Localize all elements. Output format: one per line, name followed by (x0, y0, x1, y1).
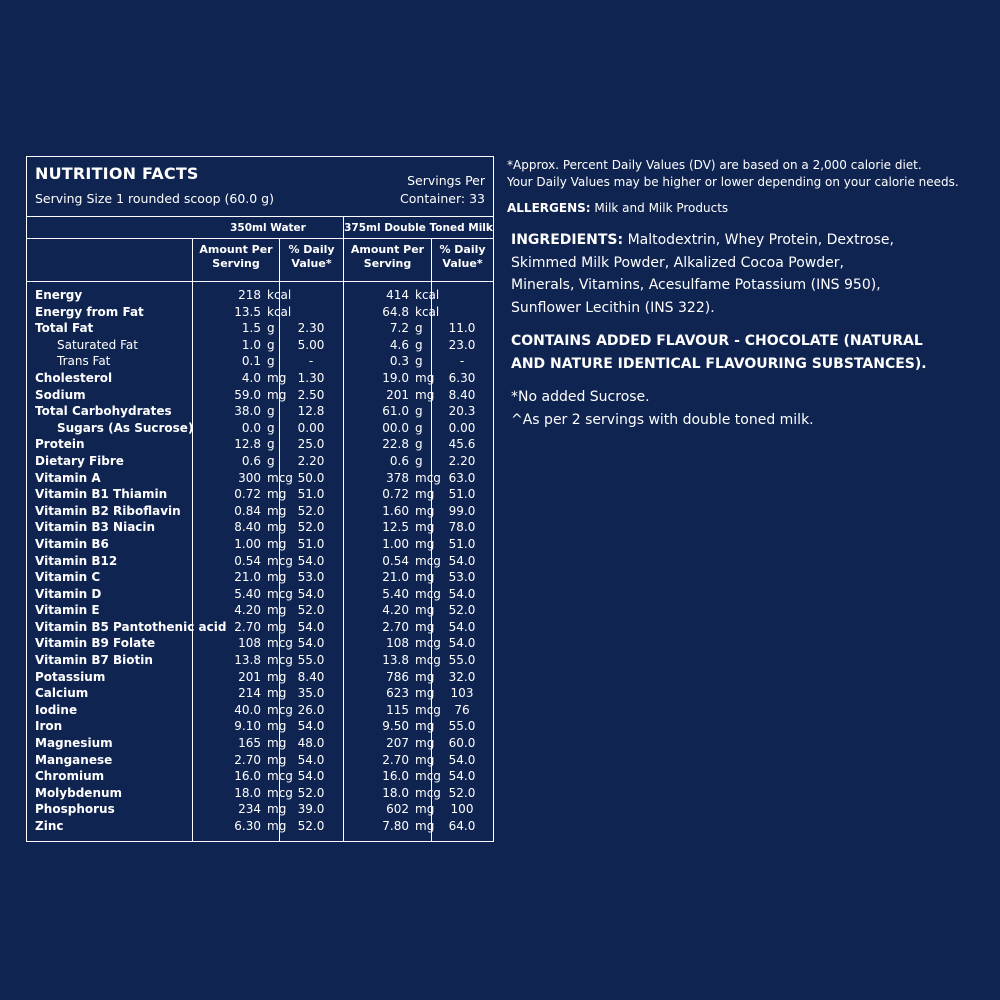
milk-unit: mcg (415, 653, 441, 668)
panel-title: NUTRITION FACTS (35, 164, 199, 183)
group-header-water: 350ml Water (230, 222, 306, 234)
water-amount: 0.54 (234, 553, 261, 568)
nutrient-name: Chromium (35, 769, 105, 784)
table-row (27, 436, 493, 453)
water-unit: mg (267, 370, 287, 385)
milk-amount: 5.40 (382, 586, 409, 601)
nutrient-name: Molybdenum (35, 785, 123, 800)
water-unit: kcal (267, 304, 292, 319)
water-daily-value: 39.0 (297, 802, 325, 817)
nutrient-name: Vitamin B7 Biotin (35, 653, 153, 668)
water-daily-value: 52.0 (297, 819, 325, 833)
water-daily-value: 2.50 (297, 387, 325, 402)
water-daily-value: 52.0 (297, 503, 325, 518)
table-row (27, 304, 493, 321)
nutrient-name: Calcium (35, 686, 89, 701)
milk-daily-value: 23.0 (448, 337, 476, 352)
water-unit: mcg (267, 553, 293, 568)
nutrient-name: Sodium (35, 387, 86, 402)
milk-amount: 21.0 (382, 570, 409, 585)
milk-unit: mg (415, 819, 435, 833)
milk-amount: 12.5 (382, 520, 409, 535)
water-amount: 4.0 (241, 370, 261, 385)
water-daily-value: 52.0 (297, 603, 325, 618)
milk-amount: 19.0 (382, 370, 409, 385)
divider-top (27, 216, 493, 217)
milk-unit: mg (415, 669, 435, 684)
group-header-milk: 375ml Double Toned Milk (344, 222, 493, 234)
milk-unit: kcal (415, 304, 440, 319)
nutrient-name: Vitamin D (35, 586, 102, 601)
milk-daily-value: 53.0 (448, 570, 476, 585)
water-amount: 16.0 (234, 769, 261, 784)
milk-daily-value: 2.20 (448, 453, 476, 468)
water-unit: mg (267, 719, 287, 734)
milk-unit: mcg (415, 769, 441, 784)
servings-per-line2: Container: 33 (400, 191, 485, 206)
water-amount: 1.00 (234, 536, 261, 551)
milk-amount: 22.8 (382, 437, 409, 452)
milk-unit: mg (415, 370, 435, 385)
water-unit: mg (267, 686, 287, 701)
table-row (27, 818, 493, 835)
nutrient-name: Potassium (35, 669, 106, 684)
table-row (27, 619, 493, 636)
nutrient-name: Trans Fat (57, 354, 111, 369)
allergens-text: Milk and Milk Products (594, 201, 729, 215)
servings-per-line1: Servings Per (407, 173, 485, 188)
nutrient-name: Vitamin B3 Niacin (35, 520, 156, 535)
water-amount: 234 (238, 802, 261, 817)
table-row (27, 685, 493, 702)
water-unit: mg (267, 802, 287, 817)
milk-daily-value: 51.0 (448, 536, 476, 551)
milk-amount: 1.00 (382, 536, 409, 551)
table-row (27, 586, 493, 603)
nutrient-name: Vitamin B2 Riboflavin (35, 503, 181, 518)
milk-daily-value: 52.0 (448, 603, 476, 618)
nutrient-name: Sugars (As Sucrose) (57, 420, 194, 435)
water-daily-value: 0.00 (297, 420, 325, 435)
nutrient-name: Vitamin B12 (35, 553, 118, 568)
milk-unit: mg (415, 603, 435, 618)
table-row (27, 486, 493, 503)
milk-amount: 13.8 (382, 653, 409, 668)
milk-amount: 108 (386, 636, 409, 651)
milk-daily-value: 54.0 (448, 553, 476, 568)
milk-daily-value: - (459, 354, 465, 369)
nutrient-name: Energy from Fat (35, 304, 144, 319)
milk-unit: mcg (415, 785, 441, 800)
table-row (27, 768, 493, 785)
sucrose-note: *No added Sucrose. (511, 389, 650, 405)
water-unit: g (267, 354, 275, 369)
water-unit: mg (267, 752, 287, 767)
ingredients-label: INGREDIENTS: (511, 232, 624, 248)
table-row (27, 602, 493, 619)
milk-unit: mg (415, 719, 435, 734)
milk-amount: 2.70 (382, 752, 409, 767)
water-unit: mg (267, 819, 287, 833)
nutrient-name: Cholesterol (35, 370, 113, 385)
water-amount: 0.1 (241, 354, 261, 369)
milk-daily-value: 45.6 (448, 437, 476, 452)
water-daily-value: 55.0 (297, 653, 325, 668)
water-amount: 38.0 (234, 404, 261, 419)
milk-unit: g (415, 321, 423, 336)
water-unit: g (267, 437, 275, 452)
milk-daily-value: 54.0 (448, 619, 476, 634)
water-unit: mcg (267, 470, 293, 485)
table-row (27, 569, 493, 586)
milk-daily-value: 20.3 (448, 404, 476, 419)
milk-unit: g (415, 337, 423, 352)
water-unit: g (267, 404, 275, 419)
table-row (27, 519, 493, 536)
info-column (507, 157, 987, 431)
nutrient-name: Vitamin B9 Folate (35, 636, 156, 651)
water-unit: g (267, 453, 275, 468)
table-row (27, 702, 493, 719)
water-daily-value: 12.8 (297, 404, 325, 419)
table-row (27, 353, 493, 370)
water-amount: 1.0 (241, 337, 261, 352)
water-unit: mg (267, 520, 287, 535)
milk-unit: mg (415, 686, 435, 701)
divider-group-head (27, 238, 493, 239)
water-daily-value: 50.0 (297, 470, 325, 485)
table-row (27, 403, 493, 420)
serving-size: Serving Size 1 rounded scoop (60.0 g) (35, 191, 274, 206)
table-row (27, 553, 493, 570)
nutrient-name: Vitamin B1 Thiamin (35, 487, 168, 502)
milk-amount: 4.20 (382, 603, 409, 618)
water-unit: mg (267, 619, 287, 634)
nutrient-name: Iron (35, 719, 63, 734)
nutrient-name: Total Carbohydrates (35, 404, 172, 419)
water-unit: g (267, 420, 275, 435)
milk-daily-value: 60.0 (448, 736, 476, 751)
col-header-water-amount: Amount Per Serving (199, 243, 273, 270)
nutrient-name: Vitamin C (35, 570, 101, 585)
water-amount: 0.84 (234, 503, 261, 518)
table-row (27, 503, 493, 520)
milk-amount: 623 (386, 686, 409, 701)
water-amount: 13.8 (234, 653, 261, 668)
water-daily-value: - (308, 354, 314, 369)
water-daily-value: 35.0 (297, 686, 325, 701)
milk-amount: 0.6 (389, 453, 409, 468)
water-amount: 0.72 (234, 487, 261, 502)
water-daily-value: 25.0 (297, 437, 325, 452)
water-amount: 0.6 (241, 453, 261, 468)
milk-amount: 0.72 (382, 487, 409, 502)
milk-daily-value: 54.0 (448, 752, 476, 767)
allergens-label: ALLERGENS: (507, 201, 591, 215)
water-unit: mg (267, 603, 287, 618)
milk-unit: mcg (415, 586, 441, 601)
milk-daily-value: 0.00 (448, 420, 476, 435)
milk-unit: mg (415, 487, 435, 502)
table-row (27, 370, 493, 387)
milk-unit: g (415, 437, 423, 452)
water-daily-value: 54.0 (297, 636, 325, 651)
water-unit: mcg (267, 769, 293, 784)
milk-daily-value: 100 (450, 802, 474, 817)
table-row (27, 718, 493, 735)
water-daily-value: 2.20 (297, 453, 325, 468)
water-unit: mcg (267, 702, 293, 717)
milk-unit: kcal (415, 288, 440, 302)
water-amount: 40.0 (234, 702, 261, 717)
milk-daily-value: 51.0 (448, 487, 476, 502)
milk-amount: 201 (386, 387, 409, 402)
milk-daily-value: 103 (450, 686, 474, 701)
table-row (27, 536, 493, 553)
nutrient-name: Vitamin B6 (35, 536, 109, 551)
milk-daily-value: 63.0 (448, 470, 476, 485)
water-amount: 165 (238, 736, 261, 751)
milk-amount: 207 (386, 736, 409, 751)
milk-amount: 414 (386, 288, 409, 302)
water-daily-value: 26.0 (297, 702, 325, 717)
milk-unit: mg (415, 520, 435, 535)
water-daily-value: 52.0 (297, 520, 325, 535)
allergens (507, 201, 987, 215)
nutrient-name: Energy (35, 288, 83, 302)
milk-amount: 4.6 (389, 337, 409, 352)
table-row (27, 735, 493, 752)
table-row (27, 453, 493, 470)
table-row (27, 420, 493, 437)
nutrient-name: Protein (35, 437, 85, 452)
milk-unit: mg (415, 736, 435, 751)
milk-daily-value: 32.0 (448, 669, 476, 684)
water-unit: mg (267, 387, 287, 402)
water-amount: 59.0 (234, 387, 261, 402)
water-daily-value: 2.30 (297, 321, 325, 336)
milk-unit: g (415, 420, 423, 435)
milk-amount: 378 (386, 470, 409, 485)
water-unit: mg (267, 570, 287, 585)
nutrient-name: Zinc (35, 819, 64, 833)
water-amount: 12.8 (234, 437, 261, 452)
water-amount: 13.5 (234, 304, 261, 319)
water-amount: 300 (238, 470, 261, 485)
table-row (27, 785, 493, 802)
water-amount: 8.40 (234, 520, 261, 535)
milk-unit: g (415, 404, 423, 419)
water-unit: g (267, 337, 275, 352)
milk-note: ^As per 2 servings with double toned milk. (511, 411, 814, 428)
water-unit: mcg (267, 653, 293, 668)
table-row (27, 337, 493, 354)
nutrient-name: Saturated Fat (57, 337, 138, 352)
milk-amount: 602 (386, 802, 409, 817)
water-daily-value: 5.00 (297, 337, 325, 352)
milk-daily-value: 76 (454, 702, 470, 717)
water-unit: mg (267, 736, 287, 751)
water-amount: 21.0 (234, 570, 261, 585)
water-amount: 1.5 (241, 321, 261, 336)
milk-amount: 7.2 (389, 321, 409, 336)
water-amount: 6.30 (234, 819, 261, 833)
water-daily-value: 54.0 (297, 619, 325, 634)
table-row (27, 287, 493, 304)
water-amount: 4.20 (234, 603, 261, 618)
milk-daily-value: 54.0 (448, 769, 476, 784)
servings-per-container (400, 172, 485, 208)
water-amount: 2.70 (234, 619, 261, 634)
milk-amount: 9.50 (382, 719, 409, 734)
water-amount: 18.0 (234, 785, 261, 800)
water-amount: 5.40 (234, 586, 261, 601)
milk-unit: mcg (415, 470, 441, 485)
water-unit: kcal (267, 288, 292, 302)
water-amount: 2.70 (234, 752, 261, 767)
col-header-milk-dv: % Daily Value* (439, 243, 486, 270)
milk-daily-value: 11.0 (448, 321, 476, 336)
milk-unit: mcg (415, 702, 441, 717)
nutrient-name: Dietary Fibre (35, 453, 124, 468)
water-daily-value: 53.0 (297, 570, 325, 585)
daily-value-note: *Approx. Percent Daily Values (DV) are based on a 2,000 calorie diet. Your Daily Values may be higher or lower depending on your calorie needs. (507, 158, 959, 189)
water-daily-value: 1.30 (297, 370, 325, 385)
water-daily-value: 52.0 (297, 785, 325, 800)
table-row (27, 801, 493, 818)
water-unit: mcg (267, 785, 293, 800)
col-header-water-dv: % Daily Value* (288, 243, 335, 270)
nutrient-name: Vitamin E (35, 603, 100, 618)
nutrient-name: Magnesium (35, 736, 113, 751)
milk-daily-value: 78.0 (448, 520, 476, 535)
milk-amount: 00.0 (382, 420, 409, 435)
milk-amount: 0.54 (382, 553, 409, 568)
table-row (27, 752, 493, 769)
milk-unit: mg (415, 387, 435, 402)
table-row (27, 470, 493, 487)
water-amount: 0.0 (241, 420, 261, 435)
table-row (27, 320, 493, 337)
ingredients (511, 229, 911, 319)
flavour-note: CONTAINS ADDED FLAVOUR - CHOCOLATE (NATURAL AND NATURE IDENTICAL FLAVOURING SUBSTANCES). (511, 333, 927, 372)
water-daily-value: 54.0 (297, 752, 325, 767)
milk-daily-value: 52.0 (448, 785, 476, 800)
milk-unit: mg (415, 536, 435, 551)
water-daily-value: 8.40 (297, 669, 325, 684)
divider-col-head (27, 281, 493, 282)
nutrient-name: Vitamin A (35, 470, 101, 485)
milk-unit: mg (415, 503, 435, 518)
water-unit: mg (267, 536, 287, 551)
milk-unit: mg (415, 752, 435, 767)
table-row (27, 635, 493, 652)
ingredients-text: Maltodextrin, Whey Protein, Dextrose, Skimmed Milk Powder, Alkalized Cocoa Powder, Minerals, Vitamins, Acesulfame Potassium (INS 950), Sunflower Lecithin (INS 322). (511, 232, 894, 316)
water-unit: mcg (267, 636, 293, 651)
water-unit: mg (267, 503, 287, 518)
nutrition-facts-panel (26, 156, 494, 842)
milk-amount: 61.0 (382, 404, 409, 419)
milk-daily-value: 54.0 (448, 636, 476, 651)
water-amount: 214 (238, 686, 261, 701)
water-unit: mg (267, 487, 287, 502)
water-amount: 201 (238, 669, 261, 684)
milk-amount: 0.3 (389, 354, 409, 369)
water-daily-value: 54.0 (297, 769, 325, 784)
milk-amount: 64.8 (382, 304, 409, 319)
water-daily-value: 51.0 (297, 487, 325, 502)
milk-amount: 18.0 (382, 785, 409, 800)
milk-daily-value: 6.30 (448, 370, 476, 385)
water-unit: mcg (267, 586, 293, 601)
nutrient-name: Phosphorus (35, 802, 115, 817)
table-row (27, 669, 493, 686)
milk-unit: mg (415, 802, 435, 817)
milk-amount: 2.70 (382, 619, 409, 634)
milk-amount: 7.80 (382, 819, 409, 833)
milk-amount: 1.60 (382, 503, 409, 518)
water-amount: 108 (238, 636, 261, 651)
milk-unit: g (415, 354, 423, 369)
table-row (27, 387, 493, 404)
water-daily-value: 54.0 (297, 719, 325, 734)
milk-unit: g (415, 453, 423, 468)
milk-daily-value: 55.0 (448, 653, 476, 668)
milk-amount: 786 (386, 669, 409, 684)
nutrient-name: Manganese (35, 752, 113, 767)
milk-amount: 16.0 (382, 769, 409, 784)
nutrient-table (27, 287, 493, 835)
col-header-milk-amount: Amount Per Serving (350, 243, 425, 270)
water-daily-value: 54.0 (297, 553, 325, 568)
milk-daily-value: 55.0 (448, 719, 476, 734)
milk-daily-value: 8.40 (448, 387, 476, 402)
water-daily-value: 51.0 (297, 536, 325, 551)
nutrient-name: Vitamin B5 Pantothenic acid (35, 619, 227, 634)
milk-unit: mg (415, 570, 435, 585)
water-daily-value: 54.0 (297, 586, 325, 601)
milk-daily-value: 64.0 (448, 819, 476, 833)
milk-daily-value: 99.0 (448, 503, 476, 518)
milk-unit: mcg (415, 636, 441, 651)
water-amount: 9.10 (234, 719, 261, 734)
water-amount: 218 (238, 288, 261, 302)
milk-unit: mcg (415, 553, 441, 568)
table-row (27, 652, 493, 669)
water-daily-value: 48.0 (297, 736, 325, 751)
milk-unit: mg (415, 619, 435, 634)
milk-amount: 115 (386, 702, 409, 717)
milk-daily-value: 54.0 (448, 586, 476, 601)
water-unit: mg (267, 669, 287, 684)
water-unit: g (267, 321, 275, 336)
nutrient-name: Iodine (35, 702, 78, 717)
nutrient-name: Total Fat (35, 321, 94, 336)
